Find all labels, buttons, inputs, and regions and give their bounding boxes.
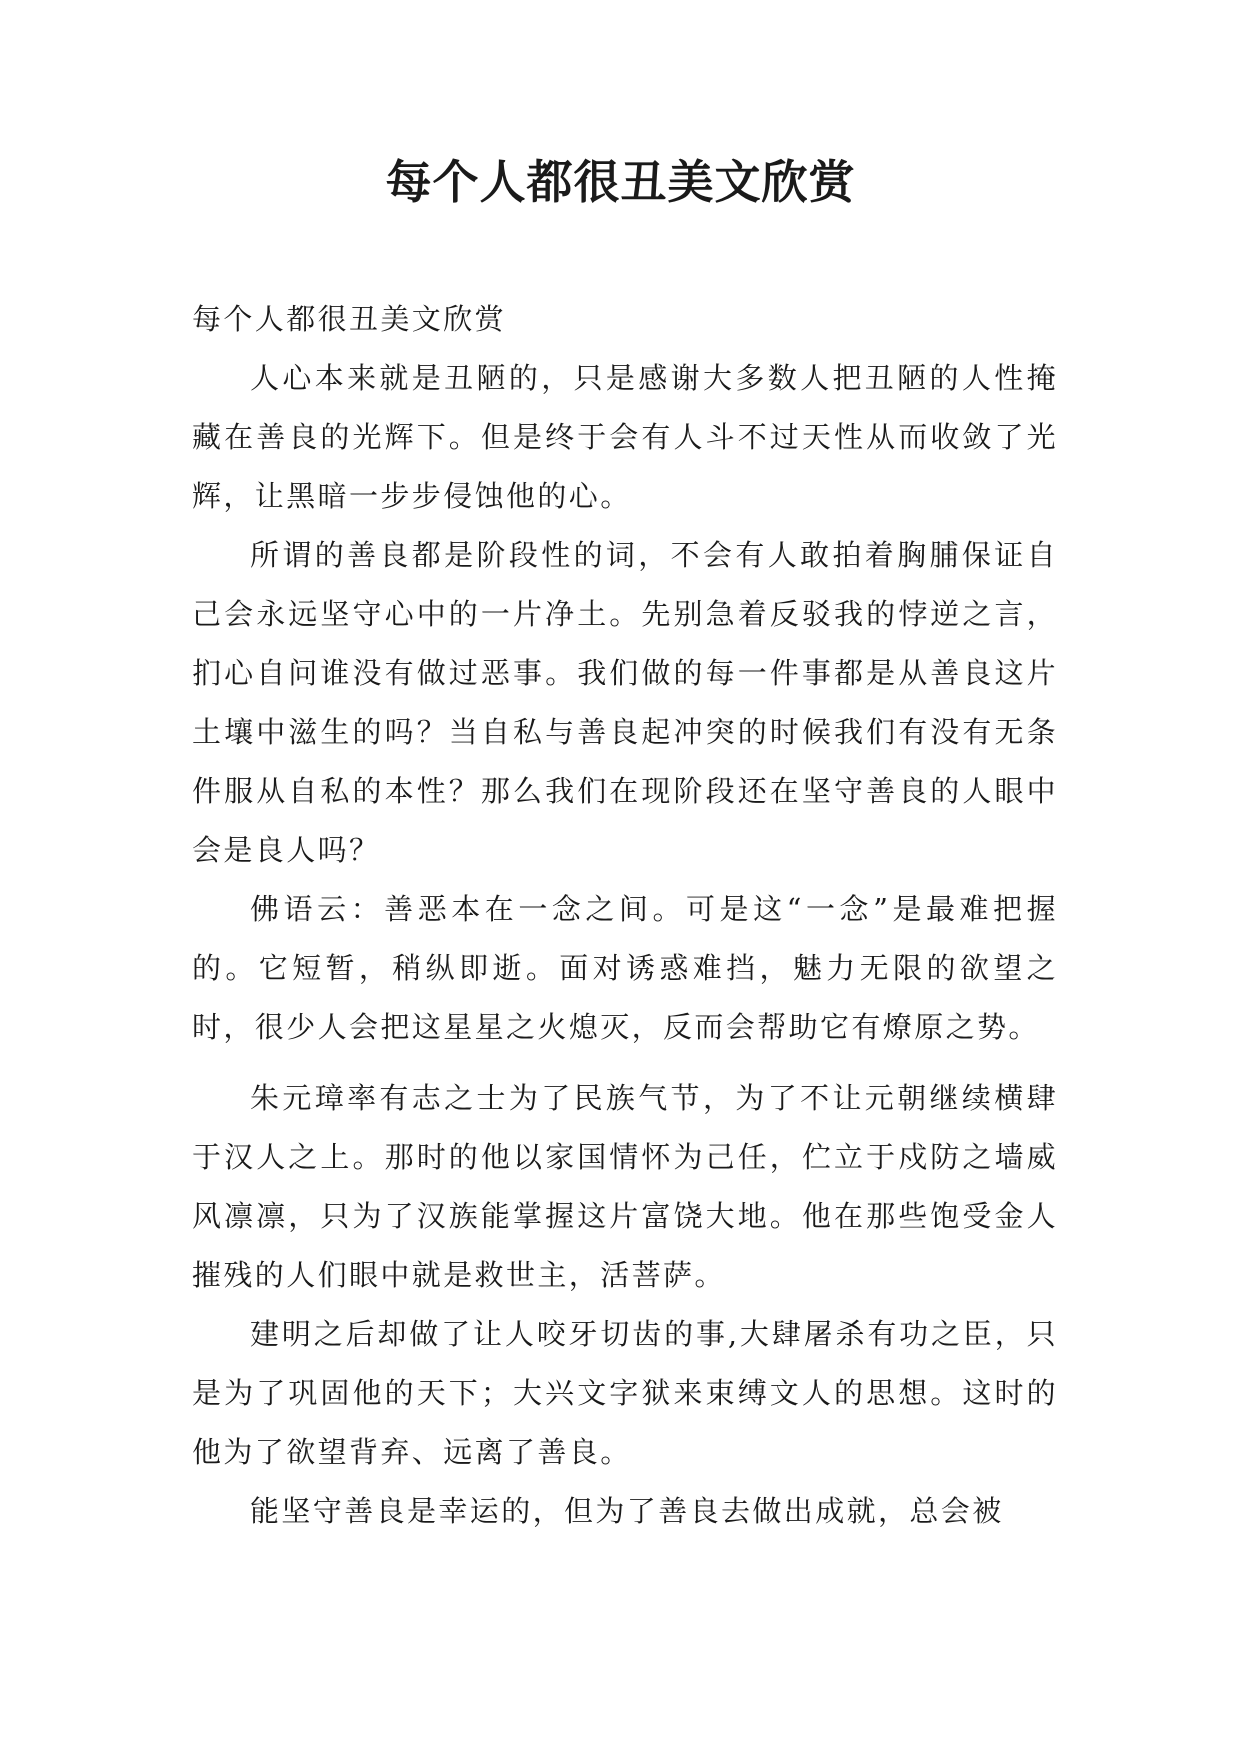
paragraph: 建明之后却做了让人咬牙切齿的事,大肆屠杀有功之臣，只是为了巩固他的天下；大兴文字狱来束缚文人的思想。这时的他为了欲望背弃、远离了善良。 [192,1317,1058,1469]
paragraph: 能坚守善良是幸运的，但为了善良去做出成就，总会被 [250,1494,1004,1528]
document-subtitle: 每个人都很丑美文欣赏 [192,302,507,336]
paragraph: 佛语云：善恶本在一念之间。可是这“一念”是最难把握的。它短暂，稍纵即逝。面对诱惑难挡，魅力无限的欲望之时，很少人会把这星星之火熄灭，反而会帮助它有燎原之势。 [192,892,1058,1044]
paragraph: 朱元璋率有志之士为了民族气节，为了不让元朝继续横肆于汉人之上。那时的他以家国情怀为己任，伫立于戍防之墙威风凛凛，只为了汉族能掌握这片富饶大地。他在那些饱受金人摧残的人们眼中就是救世主，活菩萨。 [192,1081,1058,1292]
paragraph: 所谓的善良都是阶段性的词，不会有人敢拍着胸脯保证自己会永远坚守心中的一片净土。先别急着反驳我的悖逆之言，扪心自问谁没有做过恶事。我们做的每一件事都是从善良这片土壤中滋生的吗？当自私与善良起冲突的时候我们有没有无条件服从自私的本性？那么我们在现阶段还在坚守善良的人眼中会是良人吗？ [192,538,1058,867]
paragraph: 人心本来就是丑陋的，只是感谢大多数人把丑陋的人性掩藏在善良的光辉下。但是终于会有人斗不过天性从而收敛了光辉，让黑暗一步步侵蚀他的心。 [192,361,1058,513]
document-body [192,290,1058,1541]
document-title: 每个人都很丑美文欣赏 [385,155,856,209]
